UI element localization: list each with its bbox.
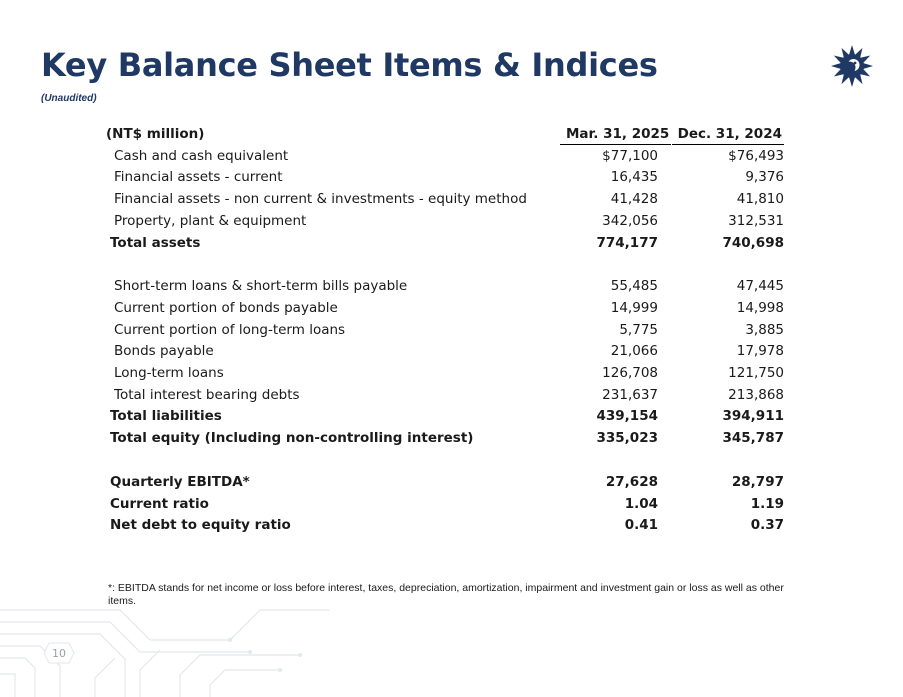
value-mar-2025: 16,435 (610, 169, 658, 186)
value-dec-2024: 9,376 (745, 169, 784, 186)
table-row (106, 363, 792, 385)
value-dec-2024: 41,810 (736, 191, 784, 208)
row-label: Property, plant & equipment (114, 212, 307, 229)
value-mar-2025: 55,485 (610, 278, 658, 295)
value-mar-2025: 27,628 (605, 473, 658, 490)
column-header-dec-2024: Dec. 31, 2024 (666, 124, 792, 146)
spacer-row (106, 450, 792, 472)
sun-logo-icon (830, 44, 874, 88)
value-dec-2024: 312,531 (728, 212, 784, 229)
value-mar-2025: 41,428 (610, 191, 658, 208)
row-label: Total interest bearing debts (114, 386, 300, 403)
row-label: Financial assets - non current & investments - equity method (114, 191, 527, 208)
value-dec-2024: 14,998 (736, 299, 784, 316)
value-dec-2024: $76,493 (728, 147, 784, 164)
row-label: Current portion of long-term loans (114, 321, 346, 338)
value-mar-2025: 335,023 (596, 430, 658, 447)
row-label: Current portion of bonds payable (114, 299, 338, 316)
row-label: Net debt to equity ratio (110, 517, 291, 534)
total-liabilities-row (106, 406, 792, 428)
value-dec-2024: 345,787 (722, 430, 784, 447)
value-mar-2025: 1.04 (624, 495, 658, 512)
value-mar-2025: 5,775 (619, 321, 658, 338)
value-mar-2025: 342,056 (602, 212, 658, 229)
spacer-row (106, 254, 792, 276)
value-mar-2025: 126,708 (602, 365, 658, 382)
value-mar-2025: 774,177 (596, 234, 658, 251)
page-title: Key Balance Sheet Items & Indices (41, 46, 658, 84)
table-row (106, 276, 792, 298)
quarterly-ebitda-row (106, 472, 792, 494)
table-row (106, 167, 792, 189)
value-dec-2024: 740,698 (722, 234, 784, 251)
value-mar-2025: 14,999 (610, 299, 658, 316)
balance-sheet-table (106, 124, 792, 537)
page-number: 10 (52, 646, 66, 660)
net-debt-to-equity-row (106, 515, 792, 537)
value-dec-2024: 28,797 (731, 473, 784, 490)
row-label: Total liabilities (110, 408, 222, 425)
value-dec-2024: 1.19 (750, 495, 784, 512)
unaudited-note: (Unaudited) (41, 93, 97, 104)
value-dec-2024: 121,750 (728, 365, 784, 382)
row-label: Current ratio (110, 495, 209, 512)
total-equity-row (106, 428, 792, 450)
row-label: Bonds payable (114, 343, 214, 360)
ebitda-footnote: *: EBITDA stands for net income or loss before interest, taxes, depreciation, amortization, impairment and investment gain or loss as well as other items. (108, 582, 784, 607)
value-dec-2024: 213,868 (728, 386, 784, 403)
table-row (106, 320, 792, 342)
row-label: Financial assets - current (114, 169, 283, 186)
total-assets-row (106, 233, 792, 255)
row-label: Long-term loans (114, 365, 224, 382)
table-row (106, 211, 792, 233)
table-row (106, 146, 792, 168)
value-mar-2025: 231,637 (602, 386, 658, 403)
row-label: Total equity (Including non-controlling interest) (110, 430, 474, 447)
value-dec-2024: 394,911 (722, 408, 784, 425)
row-label: Total assets (110, 234, 201, 251)
value-dec-2024: 3,885 (745, 321, 784, 338)
value-dec-2024: 0.37 (750, 517, 784, 534)
value-dec-2024: 47,445 (736, 278, 784, 295)
row-label: Quarterly EBITDA* (110, 473, 250, 490)
table-row (106, 189, 792, 211)
column-header-mar-2025: Mar. 31, 2025 (560, 124, 666, 146)
value-mar-2025: 439,154 (596, 408, 658, 425)
unit-label: (NT$ million) (106, 126, 205, 142)
row-label: Cash and cash equivalent (114, 147, 289, 164)
table-row (106, 385, 792, 407)
value-mar-2025: 0.41 (624, 517, 658, 534)
table-row (106, 298, 792, 320)
row-label: Short-term loans & short-term bills payable (114, 278, 408, 295)
value-dec-2024: 17,978 (736, 343, 784, 360)
value-mar-2025: $77,100 (602, 147, 658, 164)
value-mar-2025: 21,066 (610, 343, 658, 360)
table-header-row (106, 124, 792, 146)
table-row (106, 341, 792, 363)
current-ratio-row (106, 494, 792, 516)
